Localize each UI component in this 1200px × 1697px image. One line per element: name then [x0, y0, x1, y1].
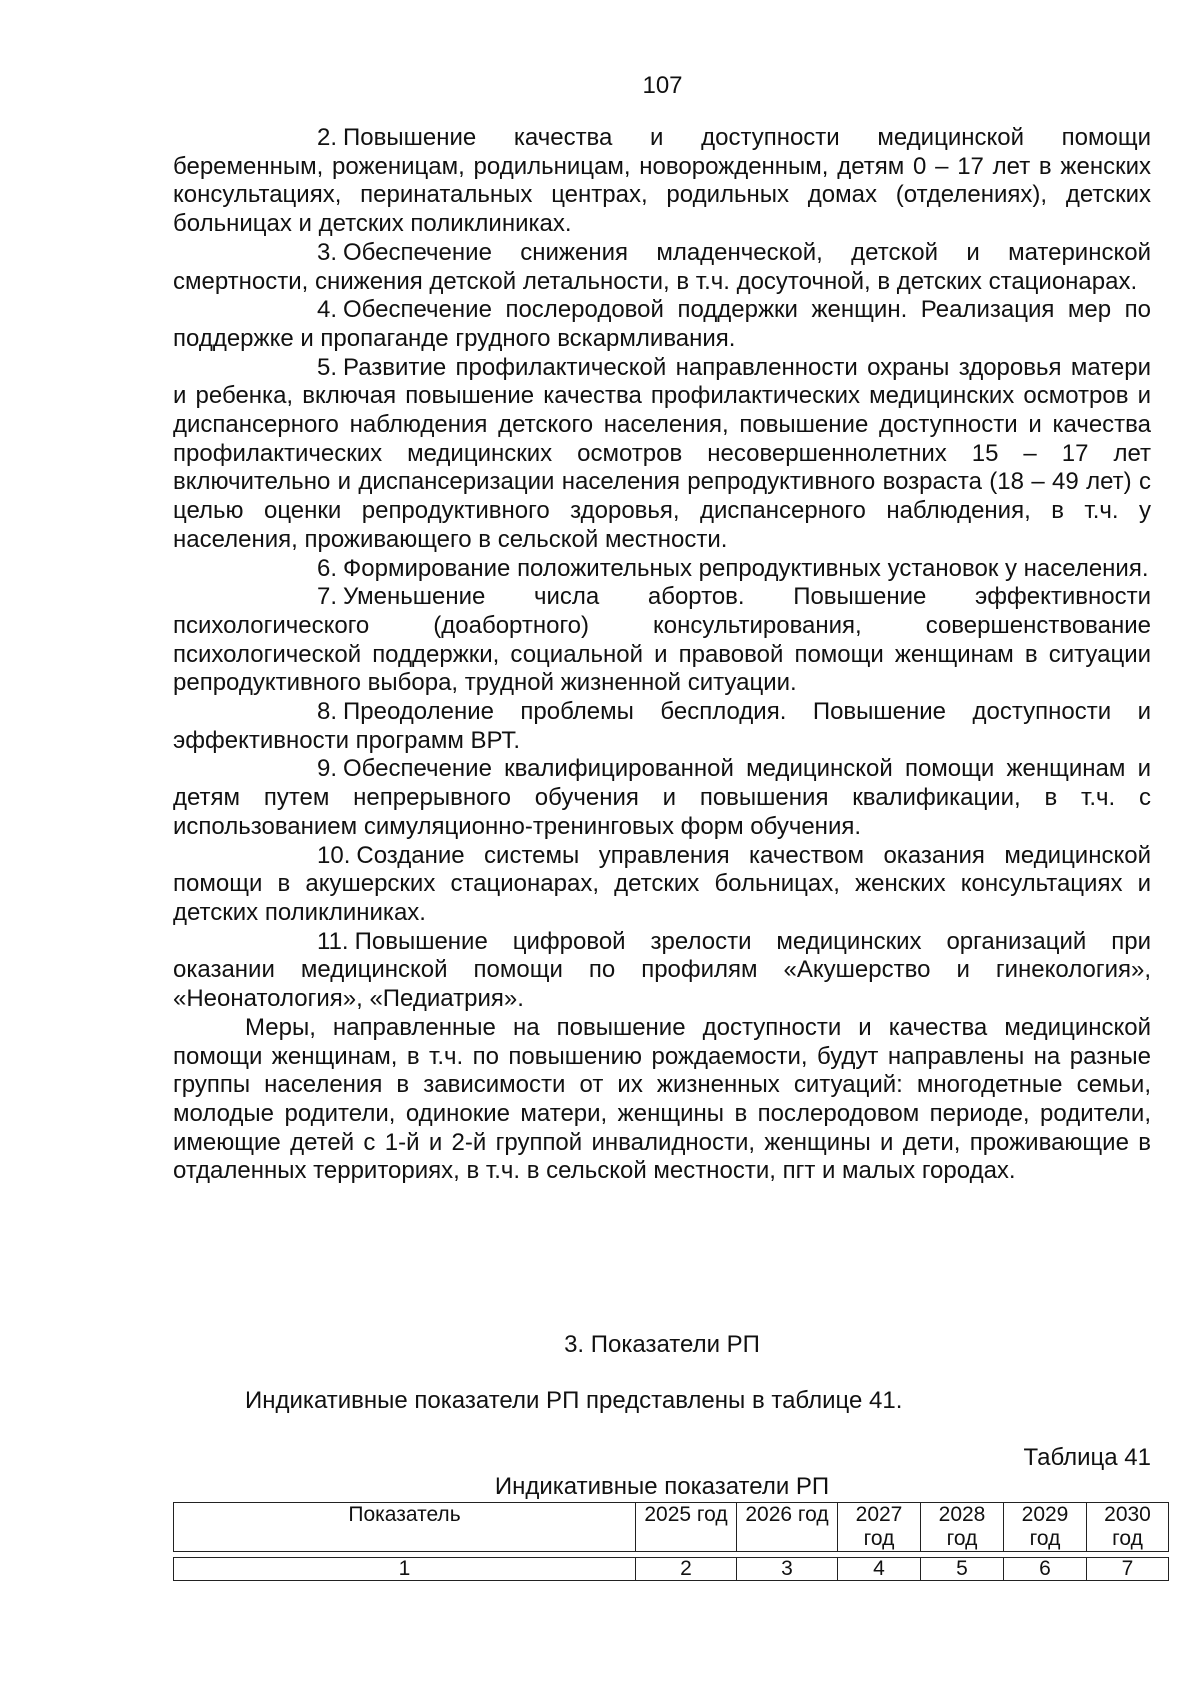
- paragraph-number: 9.: [317, 755, 338, 783]
- column-number-cell: 7: [1087, 1558, 1169, 1581]
- column-number-cell: 5: [921, 1558, 1004, 1581]
- paragraph-text: Повышение качества и доступности медицинской помощи беременным, роженицам, родильницам, новорожденным, детям 0 – 17 лет в женских консультациях, перинатальных центрах, родильных домах (отделениях), детских больницах и детских поликлиниках.: [173, 124, 1151, 238]
- table-label: Таблица 41: [1023, 1444, 1151, 1471]
- paragraph-number: 11.: [317, 927, 349, 955]
- document-body: [173, 124, 1151, 1186]
- column-number-cell: 3: [737, 1558, 838, 1581]
- paragraph-text: Формирование положительных репродуктивных установок у населения.: [343, 554, 1149, 582]
- column-header-year: 2026 год: [737, 1503, 838, 1552]
- paragraph-text: Уменьшение числа абортов. Повышение эффективности психологического (доабортного) консультирования, совершенствование психологической поддержки, социальной и правовой помощи женщинам в ситуации репродуктивного выбора, трудной жизненной ситуации.: [173, 583, 1151, 697]
- column-header-year: 2030 год: [1087, 1503, 1169, 1552]
- paragraph: [173, 555, 1151, 584]
- table-caption: Индикативные показатели РП: [494, 1473, 830, 1500]
- paragraph-number: 4.: [317, 296, 338, 324]
- column-number-cell: 6: [1004, 1558, 1087, 1581]
- paragraph-text: Преодоление проблемы бесплодия. Повышение доступности и эффективности программ ВРТ.: [173, 698, 1151, 754]
- indicators-table-header: [173, 1502, 1169, 1552]
- column-header-indicator: Показатель: [174, 1503, 636, 1552]
- paragraph-number: 7.: [317, 583, 338, 611]
- paragraph: [173, 296, 1151, 353]
- paragraph-number: 3.: [317, 238, 338, 266]
- column-header-year: 2028 год: [921, 1503, 1004, 1552]
- paragraph-text: Обеспечение снижения младенческой, детской и материнской смертности, снижения детской летальности, в т.ч. досуточной, в детских стационарах.: [173, 238, 1151, 295]
- paragraph: [173, 239, 1151, 296]
- column-number-cell: 1: [174, 1558, 636, 1581]
- paragraph-text: Повышение цифровой зрелости медицинских организаций при оказании медицинской помощи по профилям «Акушерство и гинекология», «Неонатология», «Педиатрия».: [173, 927, 1151, 1013]
- paragraph-text: Обеспечение послеродовой поддержки женщин. Реализация мер по поддержке и пропаганде грудного вскармливания.: [173, 296, 1151, 352]
- column-header-year: 2027 год: [838, 1503, 921, 1552]
- paragraph-text: Создание системы управления качеством оказания медицинской помощи в акушерских стационарах, детских больницах, женских консультациях и детских поликлиниках.: [173, 841, 1151, 926]
- paragraph: [173, 698, 1151, 755]
- section-title: 3. Показатели РП: [564, 1331, 760, 1358]
- paragraph: [173, 755, 1151, 841]
- table-intro: Индикативные показатели РП представлены в таблице 41.: [245, 1387, 903, 1414]
- paragraph-measures: [173, 1014, 1151, 1186]
- column-number-cell: 2: [636, 1558, 737, 1581]
- paragraph: [173, 124, 1151, 239]
- paragraph-number: 2.: [317, 124, 338, 151]
- page-number: 107: [642, 72, 683, 99]
- paragraph-text: Развитие профилактической направленности охраны здоровья матери и ребенка, включая повышение качества профилактических медицинских осмотров и диспансерного наблюдения детского населения, повышение доступности и качества профилактических медицинских осмотров несовершеннолетних 15 – 17 лет включительно и диспансеризации населения репродуктивного возраста (18 – 49 лет) с целью оценки репродуктивного здоровья, диспансерного наблюдения, в т.ч. у населения, проживающего в сельской местности.: [173, 353, 1151, 553]
- paragraph: [173, 583, 1151, 698]
- paragraph-number: 10.: [317, 841, 351, 869]
- indicators-table-column-numbers: [173, 1557, 1169, 1581]
- column-header-year: 2029 год: [1004, 1503, 1087, 1552]
- column-number-cell: 4: [838, 1558, 921, 1581]
- paragraph-number: 5.: [317, 353, 338, 381]
- paragraph: [173, 354, 1151, 555]
- paragraph-text: Обеспечение квалифицированной медицинской помощи женщинам и детям путем непрерывного обучения и повышения квалификации, в т.ч. с использованием симуляционно-тренинговых форм обучения.: [173, 755, 1151, 840]
- table-header-row: [174, 1503, 1169, 1552]
- table-row: [174, 1558, 1169, 1581]
- paragraph: [173, 928, 1151, 1014]
- paragraph-number: 8.: [317, 698, 338, 726]
- paragraph-number: 6.: [317, 554, 338, 582]
- column-header-year: 2025 год: [636, 1503, 737, 1552]
- paragraph: [173, 842, 1151, 928]
- paragraph-text: Меры, направленные на повышение доступности и качества медицинской помощи женщинам, в т.ч. по повышению рождаемости, будут направлены на разные группы населения в зависимости от их жизненных ситуаций: многодетные семьи, молодые родители, одинокие матери, женщины в послеродовом периоде, родители, имеющие детей с 1-й и 2-й группой инвалидности, женщины и дети, проживающие в отдаленных территориях, в т.ч. в сельской местности, пгт и малых городах.: [173, 1013, 1151, 1185]
